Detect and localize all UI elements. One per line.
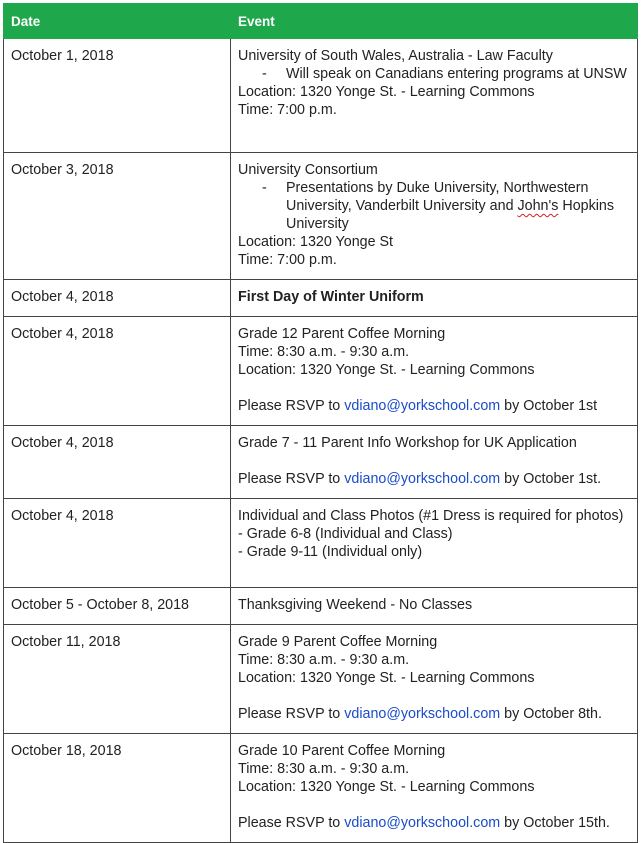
date-cell: October 5 - October 8, 2018 — [4, 588, 231, 625]
rsvp-deadline: by October 8th. — [500, 706, 602, 722]
event-cell — [231, 39, 638, 153]
date-column-header: Date — [4, 4, 231, 39]
event-bullet — [238, 65, 630, 83]
rsvp-prefix: Please RSVP to — [238, 471, 345, 487]
event-cell — [231, 625, 638, 734]
date-cell: October 18, 2018 — [4, 734, 231, 843]
rsvp-prefix: Please RSVP to — [238, 398, 345, 414]
rsvp-deadline: by October 1st. — [500, 471, 602, 487]
table-row — [4, 153, 638, 280]
event-time: Time: 7:00 p.m. — [238, 102, 337, 118]
event-title: Grade 12 Parent Coffee Morning — [238, 326, 446, 342]
event-cell — [231, 280, 638, 317]
event-location: Location: 1320 Yonge St — [238, 234, 394, 250]
date-cell: October 4, 2018 — [4, 317, 231, 426]
date-cell: October 4, 2018 — [4, 426, 231, 499]
bullet-text-a: Presentations by Duke University, Northwestern University, Vanderbilt University and — [286, 180, 589, 214]
table-row — [4, 426, 638, 499]
dash-bullet-icon: - — [262, 66, 267, 82]
rsvp-deadline: by October 1st — [500, 398, 598, 414]
event-location: Location: 1320 Yonge St. - Learning Commons — [238, 670, 535, 686]
table-row — [4, 734, 638, 843]
bullet-text-c: Hopkins University — [286, 198, 615, 232]
table-row — [4, 588, 638, 625]
table-row — [4, 317, 638, 426]
email-link[interactable]: vdiano@yorkschool.com — [344, 706, 501, 722]
date-cell: October 4, 2018 — [4, 280, 231, 317]
table-row — [4, 499, 638, 588]
rsvp-deadline: by October 15th. — [500, 815, 610, 831]
email-link[interactable]: vdiano@yorkschool.com — [344, 398, 501, 414]
table-row — [4, 625, 638, 734]
event-title: Grade 7 - 11 Parent Info Workshop for UK Application — [238, 435, 577, 451]
event-rsvp — [238, 397, 630, 415]
event-location: Location: 1320 Yonge St. - Learning Commons — [238, 779, 535, 795]
event-title: Grade 9 Parent Coffee Morning — [238, 634, 438, 650]
table-row — [4, 280, 638, 317]
event-cell — [231, 317, 638, 426]
event-title: University of South Wales, Australia - Law Faculty — [238, 48, 553, 64]
date-cell: October 1, 2018 — [4, 39, 231, 153]
event-cell — [231, 499, 638, 588]
dash-bullet-icon: - — [262, 180, 267, 196]
table-row — [4, 39, 638, 153]
date-cell: October 3, 2018 — [4, 153, 231, 280]
event-title: Grade 10 Parent Coffee Morning — [238, 743, 446, 759]
rsvp-prefix: Please RSVP to — [238, 815, 345, 831]
event-title: University Consortium — [238, 162, 378, 178]
email-link[interactable]: vdiano@yorkschool.com — [344, 471, 501, 487]
event-detail: - Grade 6-8 (Individual and Class) — [238, 526, 453, 542]
header-row — [4, 4, 638, 39]
event-location: Location: 1320 Yonge St. - Learning Commons — [238, 362, 535, 378]
event-time: Time: 8:30 a.m. - 9:30 a.m. — [238, 344, 410, 360]
event-time: Time: 8:30 a.m. - 9:30 a.m. — [238, 761, 410, 777]
event-time: Time: 7:00 p.m. — [238, 252, 337, 268]
event-rsvp — [238, 705, 630, 723]
event-column-header: Event — [231, 4, 638, 39]
event-bullet — [238, 179, 630, 233]
events-table — [3, 3, 638, 843]
event-cell — [231, 588, 638, 625]
event-cell — [231, 153, 638, 280]
event-location: Location: 1320 Yonge St. - Learning Commons — [238, 84, 535, 100]
date-cell: October 11, 2018 — [4, 625, 231, 734]
event-rsvp — [238, 470, 630, 488]
event-rsvp — [238, 814, 630, 832]
event-title: Individual and Class Photos (#1 Dress is required for photos) — [238, 508, 624, 524]
event-cell — [231, 734, 638, 843]
event-title: Thanksgiving Weekend - No Classes — [238, 597, 473, 613]
rsvp-prefix: Please RSVP to — [238, 706, 345, 722]
event-time: Time: 8:30 a.m. - 9:30 a.m. — [238, 652, 410, 668]
email-link[interactable]: vdiano@yorkschool.com — [344, 815, 501, 831]
spellcheck-word: John's — [517, 198, 559, 214]
event-cell — [231, 426, 638, 499]
date-cell: October 4, 2018 — [4, 499, 231, 588]
event-title: First Day of Winter Uniform — [238, 289, 424, 305]
event-detail: - Grade 9-11 (Individual only) — [238, 544, 423, 560]
bullet-text: Will speak on Canadians entering programs at UNSW — [286, 66, 627, 82]
